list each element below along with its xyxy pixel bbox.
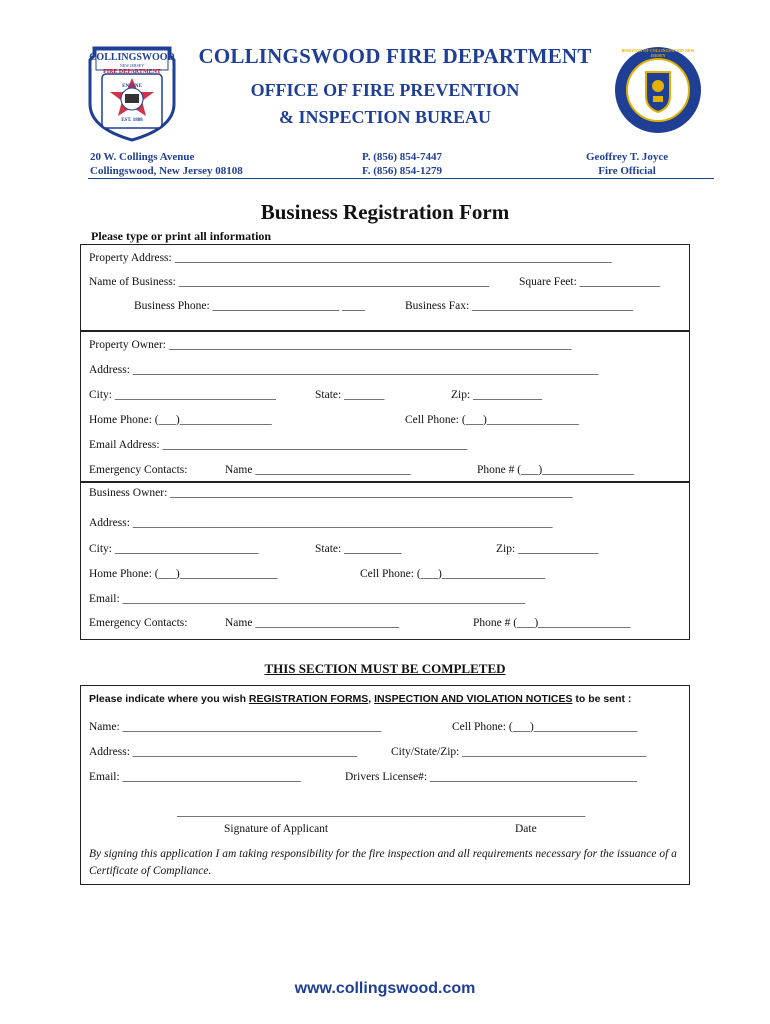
city-address: Collingswood, New Jersey 08108: [90, 165, 243, 177]
required-section-title: THIS SECTION MUST BE COMPLETED: [264, 661, 506, 676]
owner-emergency-name-field[interactable]: Name ___________________________: [225, 464, 411, 476]
business-name-field[interactable]: Name of Business: ______________________________________________________: [89, 276, 490, 288]
street-address: 20 W. Collings Avenue: [90, 151, 195, 163]
owner-state-field[interactable]: State: _______: [315, 389, 385, 401]
mailing-notice: [89, 693, 631, 705]
badge-est-text: EST. 1888: [121, 118, 143, 123]
property-owner-section: [80, 330, 690, 483]
seal-text: BOROUGH OF COLLINGSWOOD NEW JERSEY: [621, 48, 695, 58]
drivers-license-field[interactable]: Drivers License#: ____________________________________: [345, 771, 637, 783]
owner-home-phone-field[interactable]: Home Phone: (___)________________: [89, 414, 272, 426]
website-link[interactable]: www.collingswood.com: [294, 980, 476, 997]
owner-emergency-label: Emergency Contacts:: [89, 464, 188, 476]
business-owner-home-phone-field[interactable]: Home Phone: (___)_________________: [89, 568, 278, 580]
owner-address-field[interactable]: Address: _________________________________________________________________________________: [89, 364, 599, 376]
official-name: Geoffrey T. Joyce: [586, 151, 669, 163]
notice-text-end: to be sent :: [572, 693, 632, 705]
form-instruction: Please type or print all information: [91, 229, 272, 243]
property-address-field[interactable]: Property Address: ____________________________________________________________________________: [89, 252, 612, 264]
form-title: Business Registration Form: [260, 200, 510, 224]
business-owner-city-field[interactable]: City: _________________________: [89, 543, 259, 555]
mailing-email-field[interactable]: Email: _______________________________: [89, 771, 301, 783]
badge-dept-text: FIRE DEPARTMENT: [103, 69, 161, 75]
business-owner-emergency-name-field[interactable]: Name _________________________: [225, 617, 400, 629]
header-divider: [88, 178, 714, 179]
mailing-city-state-zip-field[interactable]: City/State/Zip: ________________________________: [391, 746, 647, 758]
business-owner-emergency-label: Emergency Contacts:: [89, 617, 188, 629]
business-owner-emergency-phone-field[interactable]: Phone # (___)________________: [473, 617, 631, 629]
signature-label: Signature of Applicant: [224, 823, 329, 835]
responsibility-statement: By signing this application I am taking responsibility for the fire inspection and all requirements necessary for the issuance of a Certificate of Compliance.: [89, 848, 677, 877]
bureau-subtitle: & INSPECTION BUREAU: [278, 107, 492, 127]
business-fax-field[interactable]: Business Fax: ____________________________: [405, 300, 634, 312]
notice-text-start: Please indicate where you wish: [89, 693, 249, 705]
badge-top-text: COLLINGSWOOD: [89, 52, 175, 63]
owner-emergency-phone-field[interactable]: Phone # (___)________________: [477, 464, 635, 476]
fire-department-badge-logo: [88, 44, 176, 142]
owner-city-field[interactable]: City: ____________________________: [89, 389, 276, 401]
owner-zip-field[interactable]: Zip: ____________: [451, 389, 543, 401]
mailing-cell-phone-field[interactable]: Cell Phone: (___)__________________: [452, 721, 638, 733]
badge-state-text: NEW JERSEY: [119, 63, 145, 68]
signature-line[interactable]: _______________________________________________________________________: [177, 806, 586, 818]
fax-number: F. (856) 854-1279: [362, 165, 442, 177]
office-subtitle: OFFICE OF FIRE PREVENTION: [250, 80, 520, 100]
mailing-address-field[interactable]: Address: _______________________________________: [89, 746, 358, 758]
owner-cell-phone-field[interactable]: Cell Phone: (___)________________: [405, 414, 579, 426]
date-label: Date: [515, 823, 537, 835]
business-owner-zip-field[interactable]: Zip: ______________: [496, 543, 599, 555]
business-owner-field[interactable]: Business Owner: ______________________________________________________________________: [89, 487, 573, 499]
mailing-name-field[interactable]: Name: _____________________________________________: [89, 721, 382, 733]
borough-seal-logo: [613, 44, 703, 136]
square-feet-field[interactable]: Square Feet: ______________: [519, 276, 661, 288]
property-owner-field[interactable]: Property Owner: ______________________________________________________________________: [89, 339, 572, 351]
notice-comma: ,: [368, 693, 375, 705]
department-title: COLLINGSWOOD FIRE DEPARTMENT: [198, 44, 592, 68]
official-title: Fire Official: [598, 165, 656, 177]
badge-engine-text: ENGINE: [122, 84, 142, 89]
business-owner-cell-phone-field[interactable]: Cell Phone: (___)__________________: [360, 568, 546, 580]
notice-registration-forms: REGISTRATION FORMS: [248, 693, 369, 705]
business-owner-email-field[interactable]: Email: ______________________________________________________________________: [89, 593, 526, 605]
business-owner-address-field[interactable]: Address: _________________________________________________________________________: [89, 517, 553, 529]
notice-inspection-notices: INSPECTION AND VIOLATION NOTICES: [374, 693, 573, 705]
business-owner-state-field[interactable]: State: __________: [315, 543, 402, 555]
phone-number: P. (856) 854-7447: [362, 151, 442, 163]
owner-email-field[interactable]: Email Address: _____________________________________________________: [89, 439, 468, 451]
business-phone-field[interactable]: Business Phone: ______________________ ____: [134, 300, 365, 312]
